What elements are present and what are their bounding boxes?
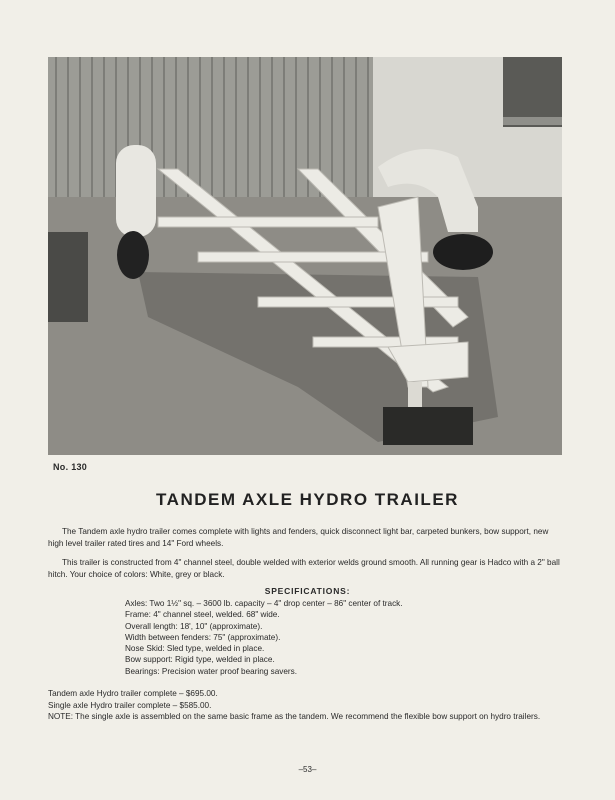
page-title: TANDEM AXLE HYDRO TRAILER — [156, 490, 459, 509]
spec-item-nose-skid: Nose Skid: Sled type, welded in place. — [125, 644, 265, 654]
spec-item-axles: Axles: Two 1½" sq. – 3600 lb. capacity – 4" drop center – 86" center of track. — [125, 599, 403, 608]
specifications-heading: SPECIFICATIONS: — [264, 586, 351, 596]
page-number: –53– — [298, 765, 317, 774]
description-paragraph-2: This trailer is constructed from 4" channel steel, double welded with exterior welds ground smooth. All running gear is Hadco with a 2" ball hitch. Your choice of colors: White, grey or black. — [48, 558, 560, 579]
spec-item-overall-length: Overall length: 18', 10" (approximate). — [125, 621, 263, 631]
spec-item-bearings: Bearings: Precision water proof bearing savers. — [125, 666, 298, 676]
model-number: No. 130 — [53, 462, 88, 472]
price-single-axle: Single axle Hydro trailer complete – $585.00. — [48, 700, 212, 710]
description-paragraph-1: The Tandem axle hydro trailer comes complete with lights and fenders, quick disconnect light bar, carpeted bunkers, bow support, new high level trailer rated tires and 14" Ford wheels. — [48, 527, 549, 548]
price-note: NOTE: The single axle is assembled on the same basic frame as the tandem. We recommend the flexible bow support on hydro trailers. — [48, 712, 541, 721]
trailer-photo — [48, 57, 562, 455]
spec-item-frame: Frame: 4" channel steel, welded. 68" wide. — [125, 610, 280, 620]
spec-item-width-between-fenders: Width between fenders: 75" (approximate). — [125, 632, 281, 642]
specifications-list — [125, 598, 403, 677]
spec-item-bow-support: Bow support: Rigid type, welded in place. — [125, 655, 275, 665]
price-tandem-axle: Tandem axle Hydro trailer complete – $695.00. — [48, 689, 218, 698]
trailer-photo-illustration — [48, 57, 562, 455]
price-list — [48, 688, 568, 723]
